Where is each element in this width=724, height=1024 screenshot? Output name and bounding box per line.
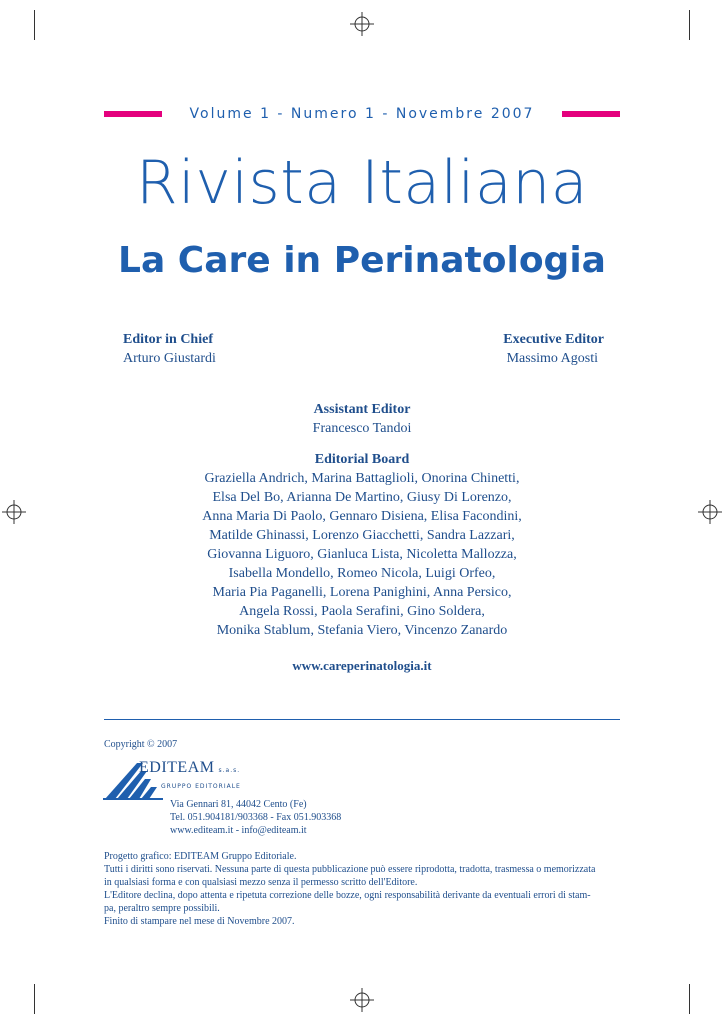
board-line: Anna Maria Di Paolo, Gennaro Disiena, Elisa Facondini, xyxy=(202,509,522,524)
assistant-editor-name: Francesco Tandoi xyxy=(312,421,412,436)
editorial-board xyxy=(0,450,724,640)
section-divider xyxy=(104,719,620,720)
board-line: Maria Pia Paganelli, Lorena Panighini, Anna Persico, xyxy=(212,585,512,600)
footer-note: Finito di stampare nel mese di Novembre 2007. xyxy=(104,916,295,927)
editor-in-chief-name: Arturo Giustardi xyxy=(123,351,216,366)
editorial-board-list xyxy=(0,469,724,640)
editor-in-chief-label: Editor in Chief xyxy=(123,332,213,347)
footer-note: Tutti i diritti sono riservati. Nessuna parte di questa pubblicazione può essere riprodotta, tradotta, trasmessa o memorizzata xyxy=(104,864,596,875)
board-line: Elsa Del Bo, Arianna De Martino, Giusy Di Lorenzo, xyxy=(212,490,512,505)
executive-editor-label: Executive Editor xyxy=(503,332,604,347)
logo-subtitle: GRUPPO EDITORIALE xyxy=(161,783,241,790)
editorial-board-label: Editorial Board xyxy=(314,452,410,467)
board-line: Angela Rossi, Paola Serafini, Gino Soldera, xyxy=(239,604,485,619)
logo-name: EDITEAM xyxy=(139,759,215,776)
registration-mark-top xyxy=(350,12,374,36)
editor-in-chief xyxy=(123,330,216,368)
crop-mark-bottom-right xyxy=(689,984,690,1014)
executive-editor-name: Massimo Agosti xyxy=(506,351,598,366)
crop-mark-top-left xyxy=(34,10,35,40)
footer-notes xyxy=(104,850,624,928)
crop-mark-top-right xyxy=(689,10,690,40)
registration-mark-bottom xyxy=(350,988,374,1012)
board-line: Giovanna Liguoro, Gianluca Lista, Nicoletta Mallozza, xyxy=(207,547,517,562)
board-line: Isabella Mondello, Romeo Nicola, Luigi Orfeo, xyxy=(228,566,496,581)
footer-note: L'Editore declina, dopo attenta e ripetuta correzione delle bozze, ogni responsabilità derivante da eventuali errori di stam- xyxy=(104,890,591,901)
crop-mark-bottom-left xyxy=(34,984,35,1014)
editeam-logo xyxy=(103,757,263,801)
assistant-editor-label: Assistant Editor xyxy=(313,402,411,417)
board-line: Monika Stablum, Stefania Viero, Vincenzo Zanardo xyxy=(216,623,508,638)
footer-note: Progetto grafico: EDITEAM Gruppo Editoriale. xyxy=(104,851,297,862)
accent-bar-right xyxy=(562,111,620,117)
publisher-web-email[interactable]: www.editeam.it - info@editeam.it xyxy=(170,825,307,836)
accent-bar-left xyxy=(104,111,162,117)
board-line: Graziella Andrich, Marina Battaglioli, Onorina Chinetti, xyxy=(204,471,520,486)
board-line: Matilde Ghinassi, Lorenzo Giacchetti, Sandra Lazzari, xyxy=(209,528,515,543)
website-link[interactable]: www.careperinatologia.it xyxy=(292,658,432,673)
footer-note: pa, peraltro sempre possibili. xyxy=(104,903,220,914)
journal-title: Rivista Italiana xyxy=(135,148,589,218)
logo-suffix: s.a.s. xyxy=(218,767,241,774)
footer-note: in qualsiasi forma e con qualsiasi mezzo senza il permesso scritto dell'Editore. xyxy=(104,877,418,888)
volume-line: Volume 1 - Numero 1 - Novembre 2007 xyxy=(189,106,535,122)
publisher-phone: Tel. 051.904181/903368 - Fax 051.903368 xyxy=(170,812,342,823)
journal-subtitle: La Care in Perinatologia xyxy=(118,240,606,281)
executive-editor xyxy=(440,330,604,368)
publisher-address: Via Gennari 81, 44042 Cento (Fe) xyxy=(170,799,307,810)
copyright: Copyright © 2007 xyxy=(104,739,178,750)
publisher-contacts xyxy=(170,798,341,837)
assistant-editor xyxy=(0,400,724,438)
